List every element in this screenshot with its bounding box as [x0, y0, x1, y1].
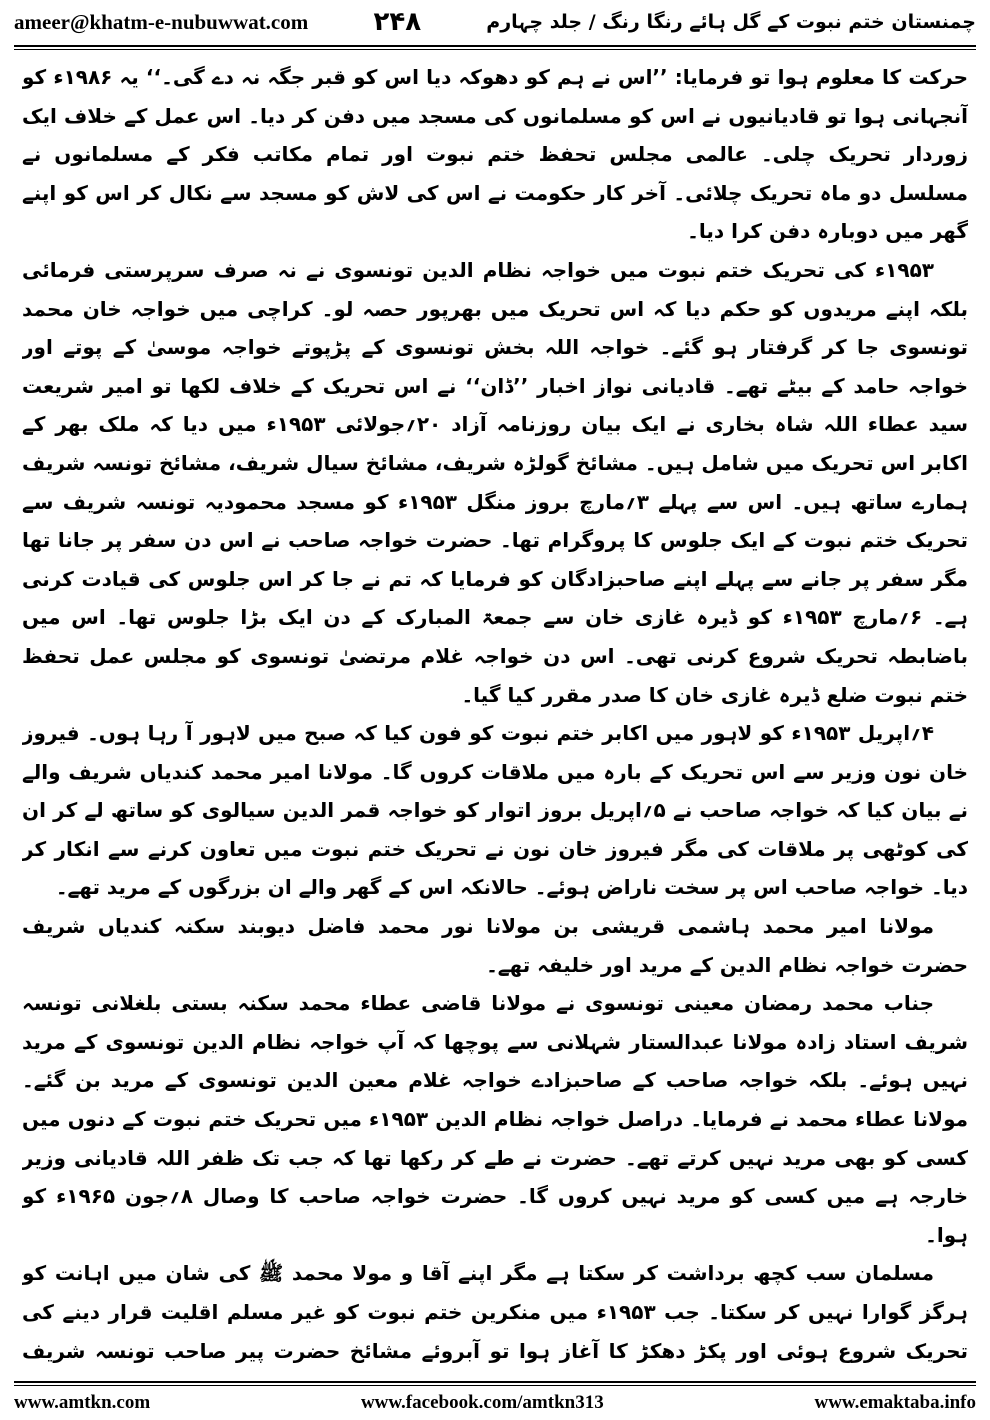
header-divider [14, 45, 976, 47]
paragraph-2: ۱۹۵۳ء کی تحریک ختم نبوت میں خواجہ نظام الدین تونسوی نے نہ صرف سرپرستی فرمائی بلکہ اپنے مریدوں کو حکم دیا کہ اس تحریک میں بھرپور حصہ لو۔ کراچی میں خواجہ خان محمد تونسوی جا کر گرفتار ہو گئے۔ خواجہ اللہ بخش تونسوی کے پڑپوتے خواجہ موسیٰ کے پوتے اور خواجہ حامد کے بیٹے تھے۔ قادیانی نواز اخبار ’’ڈان‘‘ نے اس تحریک کے خلاف لکھا تو امیر شریعت سید عطاء اللہ شاہ بخاری نے ایک بیان روزنامہ آزاد ۲۰؍جولائی ۱۹۵۳ء میں دیا کہ ملک بھر کے اکابر اس تحریک میں شامل ہیں۔ مشائخ گولڑہ شریف، مشائخ سیال شریف، مشائخ تونسہ شریف ہمارے ساتھ ہیں۔ اس سے پہلے ۳؍مارچ بروز منگل ۱۹۵۳ء کو مسجد محمودیہ تونسہ شریف سے تحریک ختم نبوت کے ایک جلوس کا پروگرام تھا۔ حضرت خواجہ صاحب نے اس دن سفر پر جانا تھا مگر سفر پر جانے سے پہلے اپنے صاحبزادگان کو فرمایا کہ تم نے جا کر اس جلوس کی قیادت کرنی ہے۔ ۶؍مارچ ۱۹۵۳ء کو ڈیرہ غازی خان سے جمعۃ المبارک کے دن ایک بڑا جلوس تھا۔ اس میں باضابطہ تحریک شروع کرنی تھی۔ اس دن خواجہ غلام مرتضیٰ تونسوی کو مجلس عمل تحفظ ختم نبوت ضلع ڈیرہ غازی خان کا صدر مقرر کیا گیا۔ [22, 257, 968, 707]
paragraph-3: ۴؍اپریل ۱۹۵۳ء کو لاہور میں اکابر ختم نبوت کو فون کیا کہ صبح میں لاہور آ رہا ہوں۔ فیروز خان نون وزیر سے اس تحریک کے بارہ میں ملاقات کروں گا۔ مولانا امیر محمد کندیاں شریف والے نے بیان کیا کہ خواجہ صاحب نے ۵؍اپریل بروز اتوار کو خواجہ قمر الدین سیالوی کو ساتھ لے کر ان کی کوٹھی پر ملاقات کی مگر فیروز خان نون نے تحریک ختم نبوت میں تعاون کرنے سے انکار کر دیا۔ خواجہ صاحب اس پر سخت ناراض ہوئے۔ حالانکہ اس کے گھر والے ان بزرگوں کے مرید تھے۔ [22, 721, 968, 900]
paragraph-1: حرکت کا معلوم ہوا تو فرمایا: ’’اس نے ہم کو دھوکہ دیا اس کو قبر جگہ نہ دے گی۔‘‘ یہ ۱۹۸۶ء کو آنجہانی ہوا تو قادیانیوں نے اس کو مسلمانوں کی مسجد میں دفن کر دیا۔ اس عمل کے خلاف ایک زوردار تحریک چلی۔ عالمی مجلس تحفظ ختم نبوت اور تمام مکاتب فکر کے مسلمانوں نے مسلسل دو ماہ تحریک چلائی۔ آخر کار حکومت نے اس کی لاش کو مسجد سے نکال کر اس کو اپنے گھر میں دوبارہ دفن کرا دیا۔ [22, 65, 968, 244]
footer-link-facebook[interactable]: www.facebook.com/amtkn313 [360, 1392, 604, 1413]
header-email: ameer@khatm-e-nubuwwat.com [14, 9, 309, 34]
page-body [22, 58, 968, 1376]
paragraph-6: مسلمان سب کچھ برداشت کر سکتا ہے مگر اپنے آقا و مولا محمد ﷺ کی شان میں اہانت کو ہرگز گوارا نہیں کر سکتا۔ جب ۱۹۵۳ء میں منکرین ختم نبوت کو غیر مسلم اقلیت قرار دینے کی تحریک شروع ہوئی اور پکڑ دھکڑ کا آغاز ہوا تو آبروئے مشائخ حضرت پیر صاحب تونسہ شریف [22, 1261, 968, 1363]
footer-link-amtkn[interactable]: www.amtkn.com [14, 1392, 151, 1413]
header-divider-thin [14, 49, 976, 50]
footer-divider [14, 1381, 976, 1383]
footer-link-emaktaba[interactable]: www.emaktaba.info [814, 1392, 976, 1413]
page-header [14, 0, 976, 44]
page-footer [14, 1388, 976, 1418]
footer-divider-thin [14, 1385, 976, 1386]
book-title: چمنستان ختم نبوت کے گل ہائے رنگا رنگ / جلد چہارم [486, 11, 976, 33]
paragraph-5: جناب محمد رمضان معینی تونسوی نے مولانا قاضی عطاء محمد سکنہ بستی بلغلانی تونسہ شریف استاد زادہ مولانا عبدالستار شہلانی سے پوچھا کہ آپ خواجہ نظام الدین تونسوی کے مرید نہیں ہوئے۔ بلکہ خواجہ صاحب کے صاحبزادے خواجہ غلام معین الدین تونسوی کے مرید بن گئے۔ مولانا عطاء محمد نے فرمایا۔ دراصل خواجہ نظام الدین ۱۹۵۳ء میں تحریک ختم نبوت کے دنوں میں کسی کو بھی مرید نہیں کرتے تھے۔ حضرت نے طے کر رکھا تھا کہ جب تک ظفر اللہ قادیانی وزیر خارجہ ہے میں کسی کو مرید نہیں کروں گا۔ حضرت خواجہ صاحب کا وصال ۸؍جون ۱۹۶۵ء کو ہوا۔ [22, 991, 968, 1247]
page-number: ۲۴۸ [373, 7, 422, 37]
paragraph-4: مولانا امیر محمد ہاشمی قریشی بن مولانا نور محمد فاضل دیوبند سکنہ کندیاں شریف حضرت خواجہ نظام الدین کے مرید اور خلیفہ تھے۔ [22, 914, 968, 977]
